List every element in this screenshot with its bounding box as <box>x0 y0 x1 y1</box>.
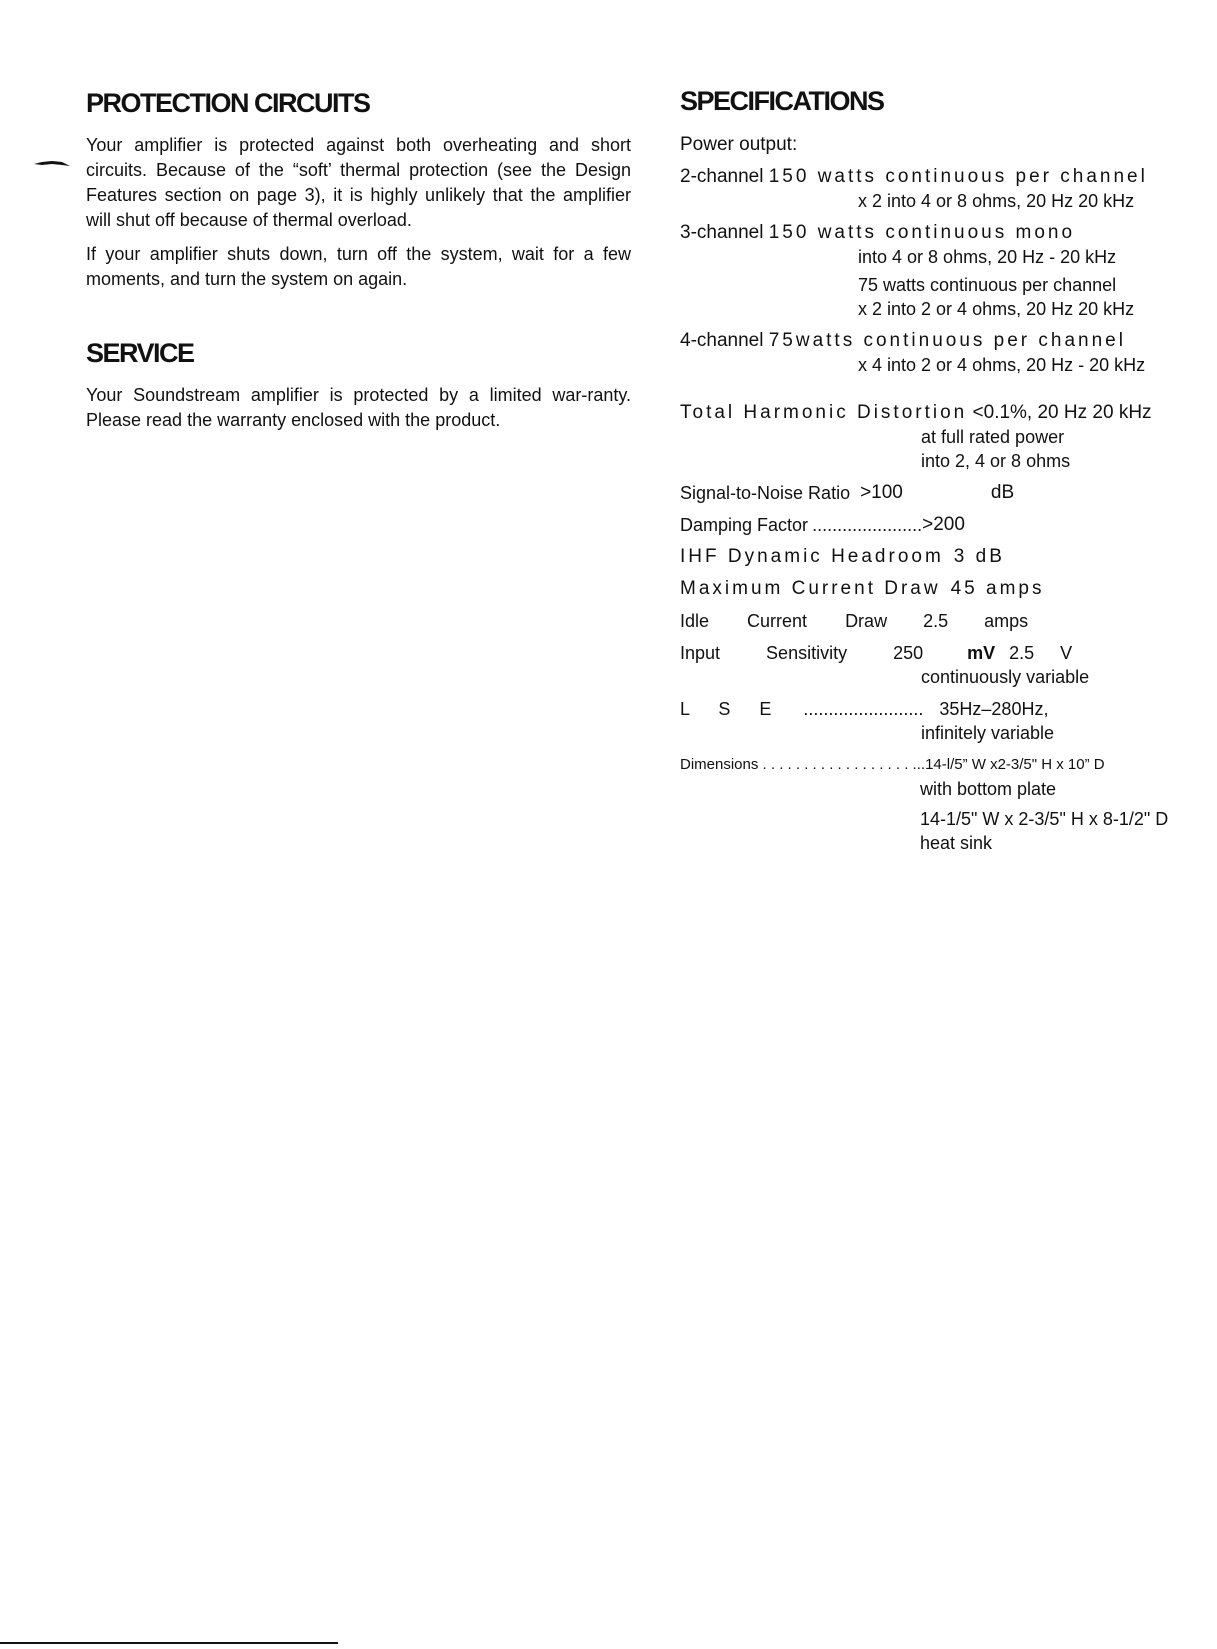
thd-line3: into 2, 4 or 8 ohms <box>921 451 1071 471</box>
dimensions-value: ..14-l/5” W x2-3/5" H x 10” D <box>916 756 1105 773</box>
damping-dots: ...................... <box>812 515 923 535</box>
idle-value: 2.5 <box>923 611 949 631</box>
ihf-value: 3 dB <box>953 546 1005 567</box>
idle-label-1: Idle <box>680 611 710 631</box>
input-unit-2: V <box>1060 643 1073 663</box>
max-current-row <box>680 577 1210 601</box>
input-row <box>680 641 1210 665</box>
idle-label-2: Current <box>747 611 808 631</box>
ch3-line1: 150 watts continuous mono <box>768 222 1076 243</box>
ch2-row <box>680 165 1210 189</box>
lse-row <box>680 697 1210 721</box>
ch2-line2: x 2 into 4 or 8 ohms, 20 Hz 20 kHz <box>858 191 1135 211</box>
thd-line2: at full rated power <box>921 427 1065 447</box>
ch4-label: 4-channel <box>680 330 764 351</box>
snr-row <box>680 481 1210 505</box>
lse-value: 35Hz–280Hz, <box>939 699 1049 719</box>
dimensions-line4: heat sink <box>920 833 993 853</box>
ihf-row <box>680 545 1210 569</box>
dimensions-line2: with bottom plate <box>920 779 1057 799</box>
protection-paragraph-1: Your amplifier is protected against both overheating and short circuits. Because of the “soft’ thermal protection (see the Design Features section on page 3), it is highly unlikely that the amplifier will shut off because of thermal overload. <box>86 135 631 230</box>
specifications-heading: SPECIFICATIONS <box>680 86 884 116</box>
thd-value: <0.1%, 20 Hz 20 kHz <box>972 402 1152 423</box>
bottom-rule <box>0 1642 338 1644</box>
margin-mark-icon <box>32 158 72 168</box>
ch3-line2: into 4 or 8 ohms, 20 Hz - 20 kHz <box>858 247 1117 267</box>
lse-dots: ........................ <box>803 699 924 719</box>
input-value-1: 250 <box>893 643 924 663</box>
damping-row <box>680 513 1210 537</box>
input-value-2: 2.5 <box>1009 643 1035 663</box>
dimensions-line3: 14-1/5" W x 2-3/5" H x 8-1/2" D <box>920 809 1169 829</box>
specifications-section <box>680 86 1210 855</box>
thd-row <box>680 401 1210 425</box>
input-unit-1: mV <box>967 643 996 663</box>
power-output-label: Power output: <box>680 134 798 155</box>
thd-label: Total Harmonic Distortion <box>680 402 968 423</box>
input-label-1: Input <box>680 643 721 663</box>
snr-label: Signal-to-Noise Ratio <box>680 483 851 503</box>
protection-heading: PROTECTION CIRCUITS <box>86 88 370 118</box>
ch4-row <box>680 329 1210 353</box>
service-paragraph: Your Soundstream amplifier is protected by a limited war-ranty. Please read the warranty enclosed with the product. <box>86 385 631 430</box>
ch2-line1: 150 watts continuous per channel <box>768 166 1148 187</box>
damping-label: Damping Factor <box>680 515 809 535</box>
idle-label-3: Draw <box>845 611 888 631</box>
idle-row <box>680 609 1210 633</box>
lse-line2: infinitely variable <box>921 723 1055 743</box>
dimensions-row <box>680 753 1210 777</box>
dimensions-label: Dimensions . . . . . . . . . . . . . . . . . . . <box>680 756 917 773</box>
ch3-line3: 75 watts continuous per channel <box>858 275 1117 295</box>
idle-unit: amps <box>984 611 1029 631</box>
damping-value: >200 <box>922 514 965 535</box>
left-column <box>86 88 631 442</box>
ch4-line1: 75watts continuous per channel <box>768 330 1126 351</box>
ch2-label: 2-channel <box>680 166 764 187</box>
lse-label: L S E <box>680 699 784 719</box>
ch3-label: 3-channel <box>680 222 764 243</box>
snr-value: >100 <box>860 482 903 503</box>
input-line2: continuously variable <box>921 667 1090 687</box>
snr-unit: dB <box>990 482 1015 503</box>
ihf-label: IHF Dynamic Headroom <box>680 546 944 567</box>
ch3-row <box>680 221 1210 245</box>
ch4-line2: x 4 into 2 or 4 ohms, 20 Hz - 20 kHz <box>858 355 1146 375</box>
ch3-line4: x 2 into 2 or 4 ohms, 20 Hz 20 kHz <box>858 299 1135 319</box>
max-current-value: 45 amps <box>950 578 1045 599</box>
protection-paragraph-2: If your amplifier shuts down, turn off the system, wait for a few moments, and turn the system on again. <box>86 244 631 289</box>
input-label-2: Sensitivity <box>766 643 848 663</box>
service-heading: SERVICE <box>86 338 194 368</box>
max-current-label: Maximum Current Draw <box>680 578 941 599</box>
